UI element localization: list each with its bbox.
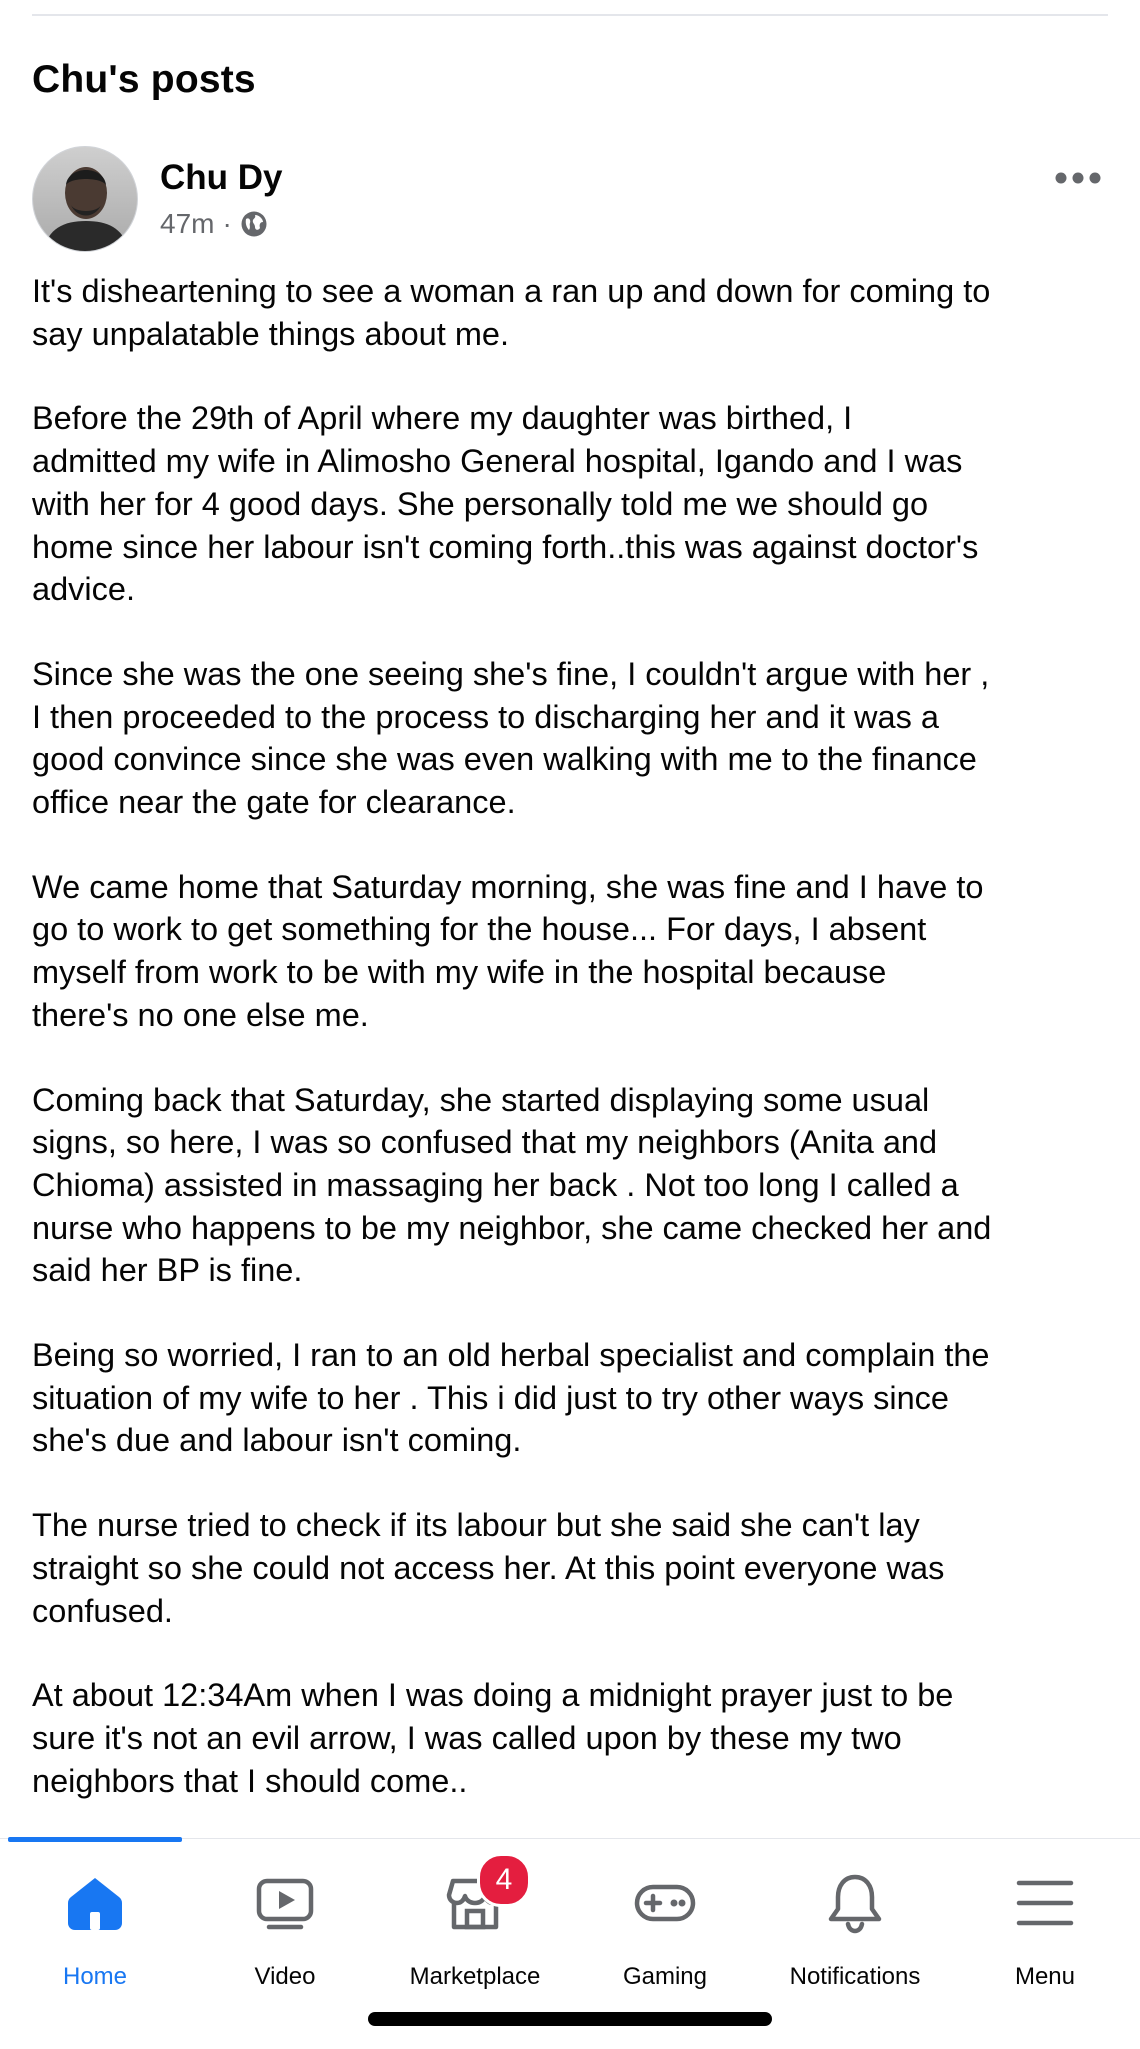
post-paragraph: Being so worried, I ran to an old herbal specialist and complain the situation of my wife to her . This i did just to try other ways since she's due and labour isn't coming. [32,1337,990,1459]
avatar[interactable] [32,146,138,252]
nav-home[interactable] [0,1839,190,1990]
post-paragraph: Coming back that Saturday, she started displaying some usual signs, so here, I was so confused that my neighbors (Anita and Chioma) assisted in massaging her back . Not too long I called a nurse who happens to be my neighbor, she came checked her and said her BP is fine. [32,1081,992,1289]
author-name[interactable]: Chu Dy [160,158,283,197]
nav-label-video: Video [254,1963,316,1990]
nav-label-menu: Menu [1014,1963,1076,1990]
notification-badge: 4 [477,1853,531,1907]
top-divider [32,14,1108,16]
avatar-photo [33,147,138,252]
post-body [32,270,1122,1844]
post-paragraph: Before the 29th of April where my daughter was birthed, I admitted my wife in Alimosho General hospital, Igando and I was with her for 4 good days. She personally told me we should go home since her labour isn't coming forth..this was against doctor's advice. [32,400,979,608]
more-dots-icon [1055,172,1101,184]
post-paragraph: We came home that Saturday morning, she was fine and I have to go to work to get something for the house... For days, I absent myself from work to be with my wife in the hospital because there's no one else me. [32,868,984,1033]
meta-separator: · [222,208,232,239]
post-paragraph: The nurse tried to check if its labour but she said she can't lay straight so she could not access her. At this point everyone was confused. [32,1507,945,1629]
nav-label-marketplace: Marketplace [409,1963,541,1990]
more-options-button[interactable] [1048,160,1108,196]
gaming-icon [633,1871,697,1935]
post-time[interactable]: 47m [160,208,215,239]
post-paragraph: Since she was the one seeing she's fine, I couldn't argue with her , I then proceeded to the process to discharging her and it was a good convince since she was even walking with me to the finance office near the gate for clearance. [32,655,990,821]
home-icon [63,1871,127,1935]
post-header [32,146,1108,256]
nav-label-home: Home [62,1963,128,1990]
home-indicator-bar[interactable] [368,2012,772,2026]
nav-label-notifications: Notifications [789,1963,921,1990]
section-title: Chu's posts [32,58,256,101]
globe-icon[interactable] [240,210,268,238]
nav-video[interactable] [190,1839,380,1990]
post-paragraph: At about 12:34Am when I was doing a midnight prayer just to be sure it's not an evil arrow, I was called upon by these my two neighbors that I should come.. [32,1677,954,1799]
nav-menu[interactable] [950,1839,1140,1990]
nav-notifications[interactable] [760,1839,950,1990]
nav-gaming[interactable] [570,1839,760,1990]
video-icon [253,1871,317,1935]
nav-label-gaming: Gaming [622,1963,708,1990]
menu-icon [1013,1871,1077,1935]
nav-marketplace[interactable] [380,1839,570,1990]
post-paragraph: It's disheartening to see a woman a ran up and down for coming to say unpalatable things about me. [32,273,991,352]
bell-icon [823,1871,887,1935]
post-meta [160,208,268,240]
